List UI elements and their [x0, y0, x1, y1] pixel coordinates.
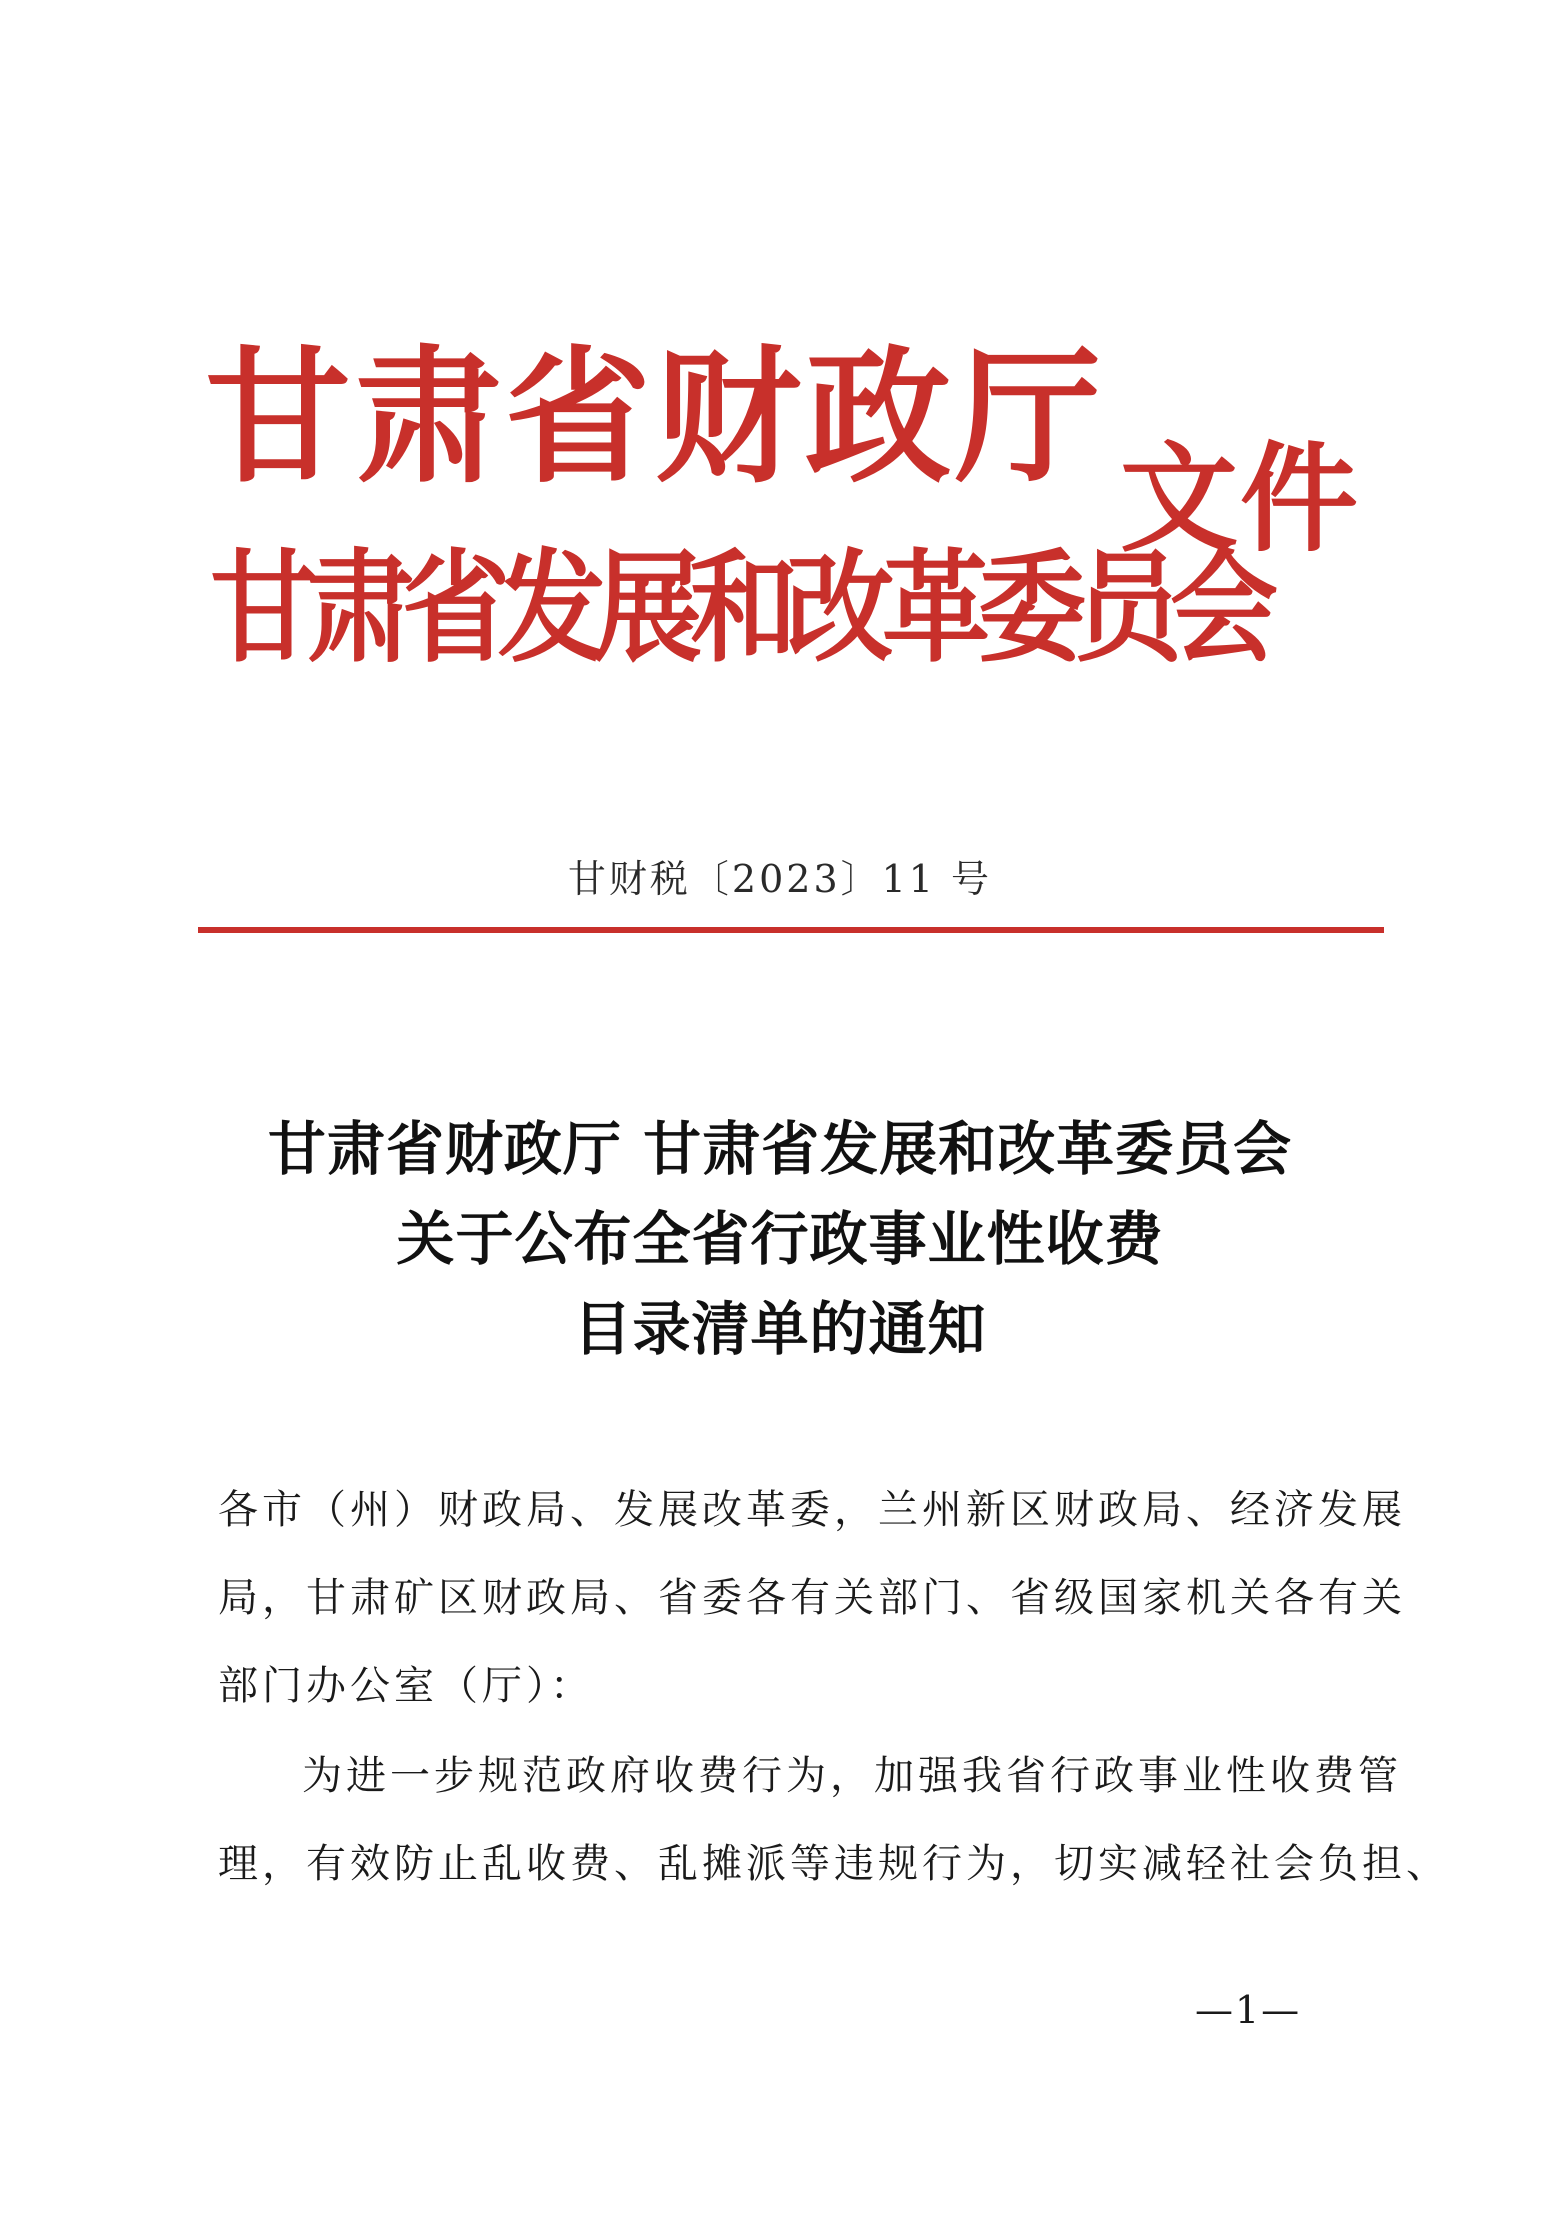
- document-title-line-3: 目录清单的通知: [573, 1295, 987, 1363]
- document-number: 甘财税〔2023〕11 号: [567, 857, 993, 901]
- addressee-line: 部门办公室（厅）：: [218, 1663, 594, 1709]
- document-title-line-1: 甘肃省财政厅 甘肃省发展和改革委员会: [267, 1115, 1293, 1183]
- page-number: —1—: [1195, 1988, 1302, 2032]
- red-separator-line: [198, 927, 1384, 933]
- issuer-name-development-reform-commission: 甘肃省发展和改革委员会: [210, 537, 1267, 680]
- body-paragraph-line: 为进一步规范政府收费行为，加强我省行政事业性收费管: [302, 1753, 1402, 1799]
- issuer-name-finance-department: 甘肃省财政厅: [205, 332, 1105, 503]
- document-type-label: 文件: [1120, 429, 1361, 568]
- addressee-line: 各市（州）财政局、发展改革委，兰州新区财政局、经济发展: [218, 1487, 1406, 1533]
- body-paragraph-line: 理，有效防止乱收费、乱摊派等违规行为，切实减轻社会负担、: [218, 1841, 1450, 1887]
- addressee-line: 局，甘肃矿区财政局、省委各有关部门、省级国家机关各有关: [218, 1575, 1406, 1621]
- document-title-line-2: 关于公布全省行政事业性收费: [396, 1205, 1164, 1273]
